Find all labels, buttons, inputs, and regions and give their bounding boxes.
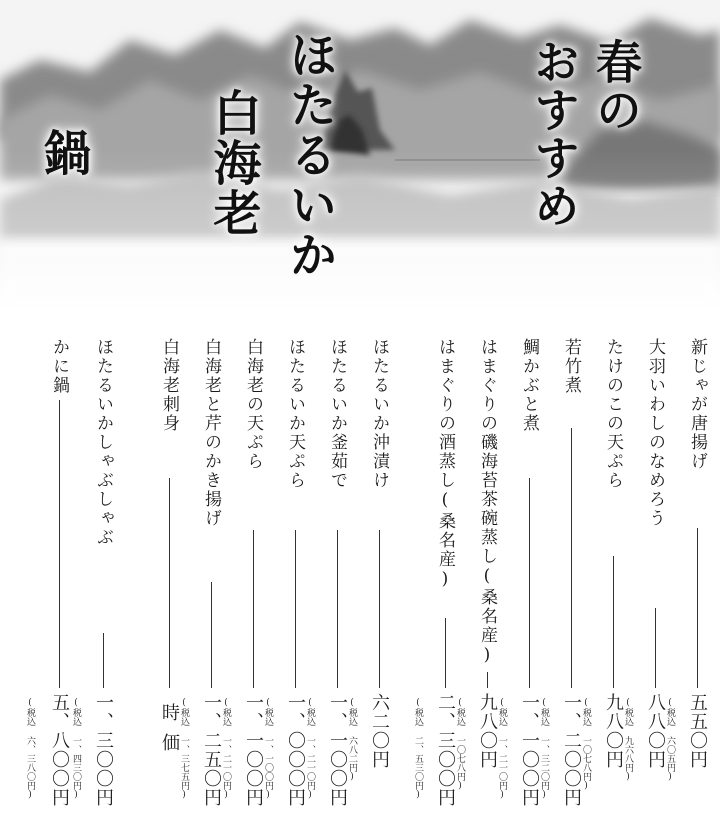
leader-line [59, 400, 60, 688]
menu-item [179, 338, 224, 807]
menu-item-tax-price: (税込 六八二円) [347, 698, 357, 782]
header-title-line-1: 春の [589, 38, 643, 134]
menu-item-price: 一、二五〇円 [201, 693, 222, 807]
menu-item-tax-price: (税込 一〇七八円) [581, 698, 591, 791]
leader-line [445, 618, 446, 688]
menu-item [413, 338, 458, 807]
menu-item [305, 338, 350, 807]
menu-item-name: 白海老の天ぷら [243, 338, 263, 471]
menu-item [581, 338, 626, 803]
menu-item-name: 白海老と芹のかき揚げ [201, 338, 221, 528]
header-title-line-4: 白海老 [205, 88, 261, 238]
menu-item-tax-price: (税込 一、一〇〇円) [263, 698, 273, 800]
menu-item-tax-price: (税込 九六八円) [623, 698, 633, 782]
menu-item-price: 九八〇円 [603, 693, 624, 769]
menu-item-price: 五五〇円 [687, 693, 708, 769]
menu-item-tax-price: (税込 二、五三〇円) [413, 698, 423, 800]
menu-item [347, 338, 392, 803]
menu-item [497, 338, 542, 807]
header-title-line-2: おすすめ [527, 38, 581, 230]
menu-item-tax-price: (税込 六〇五円) [665, 698, 675, 782]
menu-item-name: ほたるいか沖漬け [369, 338, 389, 490]
menu-item-name: ほたるいか天ぷら [285, 338, 305, 490]
menu-item [539, 338, 584, 807]
leader-line [655, 608, 656, 688]
menu-item-name: たけのこの天ぷら [603, 338, 623, 490]
menu-item-price: 五、八〇〇円 [49, 693, 70, 807]
menu-item-name: はまぐりの酒蒸し(桑名産) [435, 338, 455, 591]
leader-line [337, 530, 338, 688]
menu-item-name: かに鍋 [49, 338, 69, 395]
menu-item-tax-price: (税込 一、三二〇円) [539, 698, 549, 800]
menu-item-name: 大羽いわしのなめろう [645, 338, 665, 528]
menu-item-tax-price: (税込 六、三八〇円) [25, 698, 35, 800]
menu-item-price: 一、一〇〇円 [327, 693, 348, 807]
menu-item-price: 一、一〇〇円 [243, 693, 264, 807]
menu-item-tax-price: (税込 一、二一〇円) [221, 698, 231, 800]
leader-line [529, 478, 530, 688]
leader-line [103, 633, 104, 688]
menu-item [140, 338, 182, 803]
leader-line [613, 556, 614, 688]
menu-item-price: 二、三〇〇円 [435, 693, 456, 807]
menu-item [623, 338, 668, 803]
menu-item-price: 八八〇円 [645, 693, 666, 769]
menu-item [455, 338, 500, 803]
leader-line [487, 672, 488, 688]
menu-item [263, 338, 308, 807]
header-title-line-3: ほたるいか [281, 30, 337, 280]
menu-item-price: 一、一〇〇円 [519, 693, 540, 807]
leader-line [571, 428, 572, 688]
menu-item-tax-price: (税込 一、四三〇円) [71, 698, 81, 800]
menu-item-name: 白海老刺身 [159, 338, 179, 433]
menu-item [221, 338, 266, 807]
menu-item [71, 338, 116, 807]
menu-item-price: 九八〇円 [477, 693, 498, 769]
menu-item-name: ほたるいか釜茹で [327, 338, 347, 490]
leader-line [295, 530, 296, 688]
leader-line [379, 530, 380, 688]
leader-line [211, 582, 212, 688]
menu-item-name: はまぐりの磯海苔茶碗蒸し(桑名産) [477, 338, 497, 667]
menu-item-price: 一、三〇〇円 [93, 693, 114, 807]
leader-line [697, 528, 698, 688]
menu-item-price: 一、二〇〇円 [561, 693, 582, 807]
menu-list [0, 320, 720, 820]
header-ink-painting [0, 0, 720, 310]
menu-item-tax-price: (税込 一、二一〇円) [305, 698, 315, 800]
menu-item-name: ほたるいかしゃぶしゃぶ [93, 338, 113, 547]
menu-item-price: 六二〇円 [369, 693, 390, 769]
menu-item [665, 338, 710, 803]
leader-line [169, 478, 170, 688]
menu-item-name: 若竹煮 [561, 338, 581, 395]
menu-item-name: 鯛かぶと煮 [519, 338, 539, 433]
leader-line [253, 530, 254, 688]
menu-item-tax-price: (税込 一、三七五円) [179, 698, 189, 800]
menu-item [25, 338, 72, 807]
menu-item-price: 一、〇〇〇円 [285, 693, 306, 807]
menu-item-name: 新じゃが唐揚げ [687, 338, 707, 471]
menu-item-tax-price: (税込 一、二一〇円) [497, 698, 507, 800]
menu-item-price-market: 時価 [159, 703, 180, 763]
menu-item-tax-price: (税込 一〇七八円) [455, 698, 465, 791]
header-title-line-5: 鍋 [35, 128, 91, 178]
